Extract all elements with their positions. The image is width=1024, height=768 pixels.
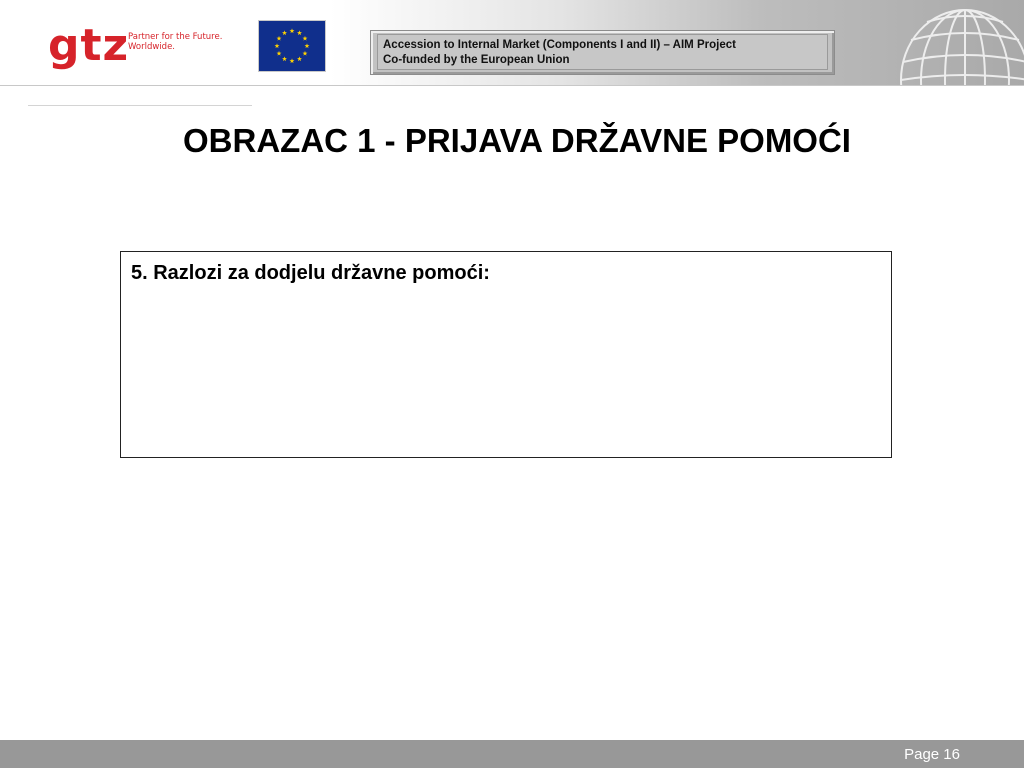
eu-star-icon <box>303 51 308 56</box>
eu-flag-icon <box>258 20 326 72</box>
page-title: OBRAZAC 1 - PRIJAVA DRŽAVNE POMOĆI <box>183 122 851 159</box>
footer-bar <box>0 740 1024 768</box>
gtz-tagline-line1: Partner for the Future. <box>128 32 223 42</box>
eu-star-icon <box>303 36 308 41</box>
eu-star-icon <box>277 51 282 56</box>
project-info-box <box>370 30 835 75</box>
globe-icon <box>893 0 1024 86</box>
eu-star-icon <box>282 30 287 35</box>
page-number: Page 16 <box>904 746 960 763</box>
eu-star-icon <box>275 43 280 48</box>
eu-star-icon <box>290 58 295 63</box>
eu-flag-stars <box>259 21 325 71</box>
form-section-box <box>120 251 892 458</box>
eu-star-icon <box>282 56 287 61</box>
project-title: Accession to Internal Market (Components I and II) – AIM Project <box>383 39 736 51</box>
eu-star-icon <box>297 56 302 61</box>
header-divider <box>28 105 252 106</box>
eu-star-icon <box>277 36 282 41</box>
eu-star-icon <box>305 43 310 48</box>
header-bottom-line <box>0 85 1024 86</box>
gtz-logo-word: gtz <box>48 20 130 71</box>
project-funding: Co-funded by the European Union <box>383 54 570 66</box>
eu-star-icon <box>290 28 295 33</box>
gtz-logo-tagline <box>128 32 222 52</box>
header-band <box>0 0 1024 86</box>
gtz-logo <box>48 20 228 80</box>
gtz-tagline-line2: Worldwide. <box>128 42 175 52</box>
form-section-label: 5. Razlozi za dodjelu državne pomoći: <box>131 262 490 284</box>
eu-star-icon <box>297 30 302 35</box>
